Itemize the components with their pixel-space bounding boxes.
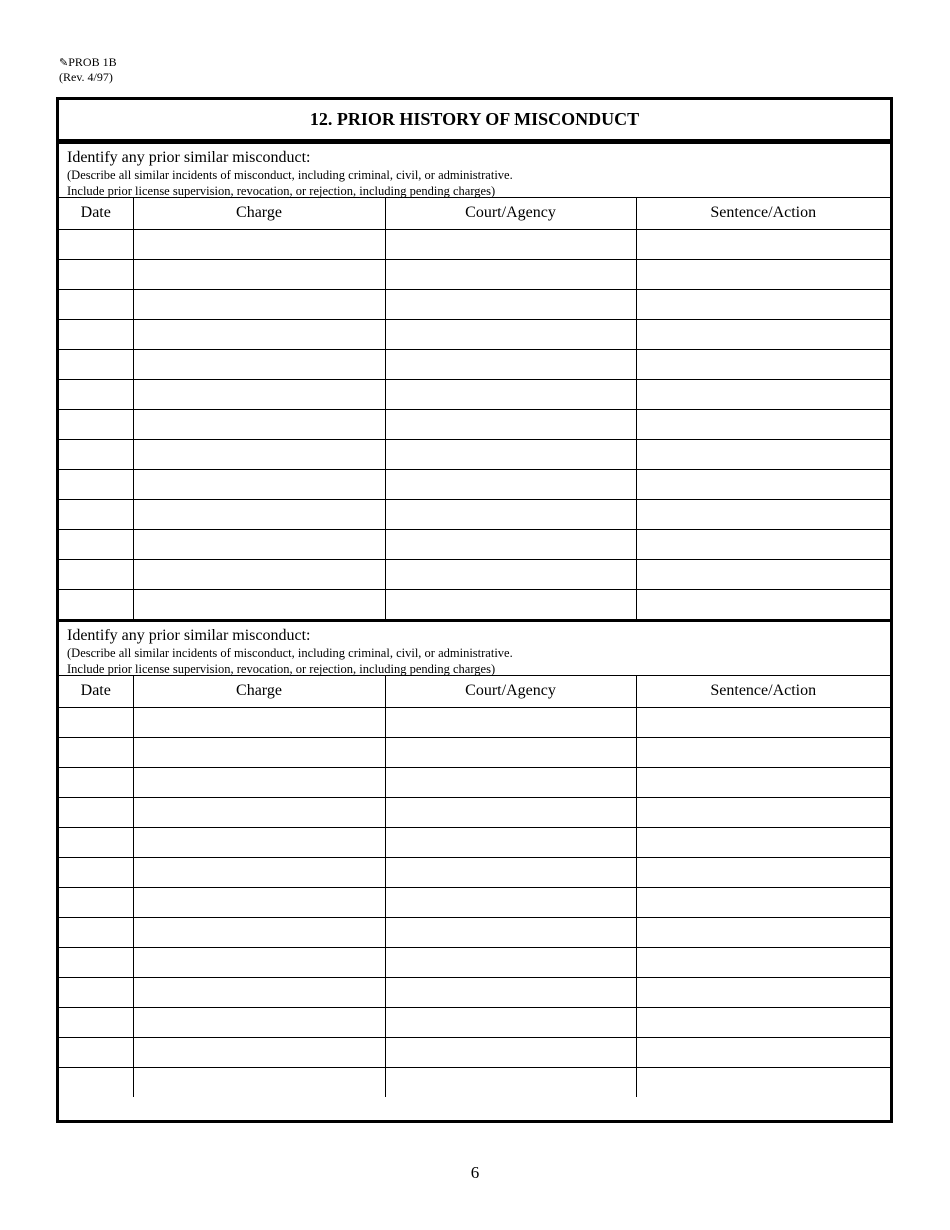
table-cell[interactable] [385,289,636,319]
table-cell[interactable] [636,977,890,1007]
table-cell[interactable] [133,767,385,797]
table-cell[interactable] [385,767,636,797]
table-cell[interactable] [385,589,636,619]
column-header: Charge [133,676,385,707]
table-cell[interactable] [385,737,636,767]
table-row [59,529,890,559]
table-cell[interactable] [59,977,133,1007]
table-row [59,289,890,319]
table-row [59,259,890,289]
table-cell[interactable] [385,559,636,589]
column-header: Sentence/Action [636,198,890,229]
table-cell[interactable] [636,767,890,797]
table-cell[interactable] [59,857,133,887]
table-cell[interactable] [636,857,890,887]
table-cell[interactable] [59,1067,133,1097]
table-cell[interactable] [636,229,890,259]
table-cell[interactable] [636,379,890,409]
table-cell[interactable] [385,469,636,499]
table-cell[interactable] [133,229,385,259]
misconduct-form [56,97,893,1123]
table-cell[interactable] [133,887,385,917]
table-cell[interactable] [636,947,890,977]
table-cell[interactable] [59,707,133,737]
table-row [59,1067,890,1097]
table-cell[interactable] [133,1007,385,1037]
form-identifier [59,55,117,84]
table-header-row [59,198,890,229]
table-cell[interactable] [385,409,636,439]
table-cell[interactable] [133,259,385,289]
table-cell[interactable] [636,319,890,349]
table-row [59,439,890,469]
table-cell[interactable] [385,1037,636,1067]
instruction-note: (Describe all similar incidents of misconduct, including criminal, civil, or administrative. [67,646,513,660]
table-cell[interactable] [133,589,385,619]
table-cell[interactable] [636,1037,890,1067]
table-cell[interactable] [133,319,385,349]
table-cell[interactable] [133,439,385,469]
table-cell[interactable] [636,289,890,319]
table-cell[interactable] [133,349,385,379]
table-cell[interactable] [133,857,385,887]
table-cell[interactable] [636,349,890,379]
instruction-note: (Describe all similar incidents of misconduct, including criminal, civil, or administrative. [67,168,513,182]
table-cell[interactable] [133,409,385,439]
table-row [59,857,890,887]
table-header-row [59,676,890,707]
form-code: PROB 1B [68,55,117,69]
table-cell[interactable] [59,409,133,439]
table-cell[interactable] [59,737,133,767]
table-cell[interactable] [59,559,133,589]
instruction-note: Include prior license supervision, revocation, or rejection, including pending charges) [67,662,496,676]
table-cell[interactable] [636,529,890,559]
table-cell[interactable] [636,917,890,947]
form-title: 12. PRIOR HISTORY OF MISCONDUCT [59,100,890,144]
table-row [59,977,890,1007]
table-row [59,229,890,259]
table-cell[interactable] [636,439,890,469]
table-cell[interactable] [59,349,133,379]
table-cell[interactable] [133,707,385,737]
table-row [59,409,890,439]
table-cell[interactable] [59,797,133,827]
table-cell[interactable] [385,229,636,259]
table-cell[interactable] [636,559,890,589]
page-number: 6 [470,1163,480,1182]
section-instructions [59,144,890,198]
table-cell[interactable] [59,439,133,469]
table-cell[interactable] [59,289,133,319]
table-cell[interactable] [636,1007,890,1037]
table-cell[interactable] [133,1037,385,1067]
table-cell[interactable] [59,1037,133,1067]
table-cell[interactable] [385,319,636,349]
instruction-lead: Identify any prior similar misconduct: [67,627,311,644]
table-cell[interactable] [636,737,890,767]
table-row [59,797,890,827]
table-cell[interactable] [636,1067,890,1097]
instruction-lead: Identify any prior similar misconduct: [67,149,311,166]
table-cell[interactable] [133,797,385,827]
column-header: Court/Agency [385,198,636,229]
pencil-icon: ✎ [59,57,69,69]
table-cell[interactable] [59,767,133,797]
table-cell[interactable] [636,409,890,439]
table-cell[interactable] [385,827,636,857]
table-cell[interactable] [636,499,890,529]
table-cell[interactable] [636,707,890,737]
misconduct-table [59,676,890,1097]
table-cell[interactable] [636,827,890,857]
table-cell[interactable] [385,797,636,827]
table-cell[interactable] [59,469,133,499]
table-cell[interactable] [385,947,636,977]
table-cell[interactable] [385,259,636,289]
section-instructions [59,622,890,676]
table-cell[interactable] [59,229,133,259]
table-row [59,1037,890,1067]
table-row [59,349,890,379]
table-cell[interactable] [385,1067,636,1097]
table-cell[interactable] [59,887,133,917]
table-cell[interactable] [133,737,385,767]
table-cell[interactable] [636,887,890,917]
table-cell[interactable] [636,259,890,289]
table-row [59,319,890,349]
table-row [59,887,890,917]
table-cell[interactable] [385,917,636,947]
table-cell[interactable] [133,289,385,319]
table-cell[interactable] [59,917,133,947]
table-cell[interactable] [385,439,636,469]
table-cell[interactable] [133,827,385,857]
table-cell[interactable] [133,947,385,977]
table-row [59,1007,890,1037]
table-cell[interactable] [385,499,636,529]
table-cell[interactable] [385,529,636,559]
table-cell[interactable] [385,1007,636,1037]
table-cell[interactable] [133,977,385,1007]
table-cell[interactable] [59,259,133,289]
table-cell[interactable] [133,917,385,947]
column-header: Date [59,676,133,707]
misconduct-section [59,144,890,619]
table-cell[interactable] [59,529,133,559]
sections-container [59,144,890,1097]
table-row [59,917,890,947]
table-row [59,379,890,409]
table-row [59,827,890,857]
table-cell[interactable] [133,499,385,529]
table-cell[interactable] [385,707,636,737]
table-row [59,589,890,619]
table-cell[interactable] [636,797,890,827]
table-cell[interactable] [133,469,385,499]
table-cell[interactable] [385,857,636,887]
table-cell[interactable] [133,1067,385,1097]
form-revision: (Rev. 4/97) [59,70,113,84]
table-cell[interactable] [59,827,133,857]
table-row [59,559,890,589]
table-cell[interactable] [59,499,133,529]
table-row [59,947,890,977]
table-cell[interactable] [59,947,133,977]
table-cell[interactable] [636,469,890,499]
column-header: Court/Agency [385,676,636,707]
table-cell[interactable] [385,349,636,379]
instruction-note: Include prior license supervision, revocation, or rejection, including pending charges) [67,184,496,198]
table-cell[interactable] [133,379,385,409]
table-row [59,707,890,737]
table-row [59,499,890,529]
table-cell[interactable] [385,977,636,1007]
misconduct-section [59,619,890,1097]
table-row [59,469,890,499]
table-cell[interactable] [59,1007,133,1037]
misconduct-table [59,198,890,619]
table-cell[interactable] [59,319,133,349]
table-cell[interactable] [59,589,133,619]
table-cell[interactable] [385,887,636,917]
column-header: Charge [133,198,385,229]
column-header: Sentence/Action [636,676,890,707]
table-row [59,737,890,767]
column-header: Date [59,198,133,229]
table-cell[interactable] [133,559,385,589]
table-cell[interactable] [636,589,890,619]
table-row [59,767,890,797]
table-cell[interactable] [385,379,636,409]
table-cell[interactable] [133,529,385,559]
table-cell[interactable] [59,379,133,409]
